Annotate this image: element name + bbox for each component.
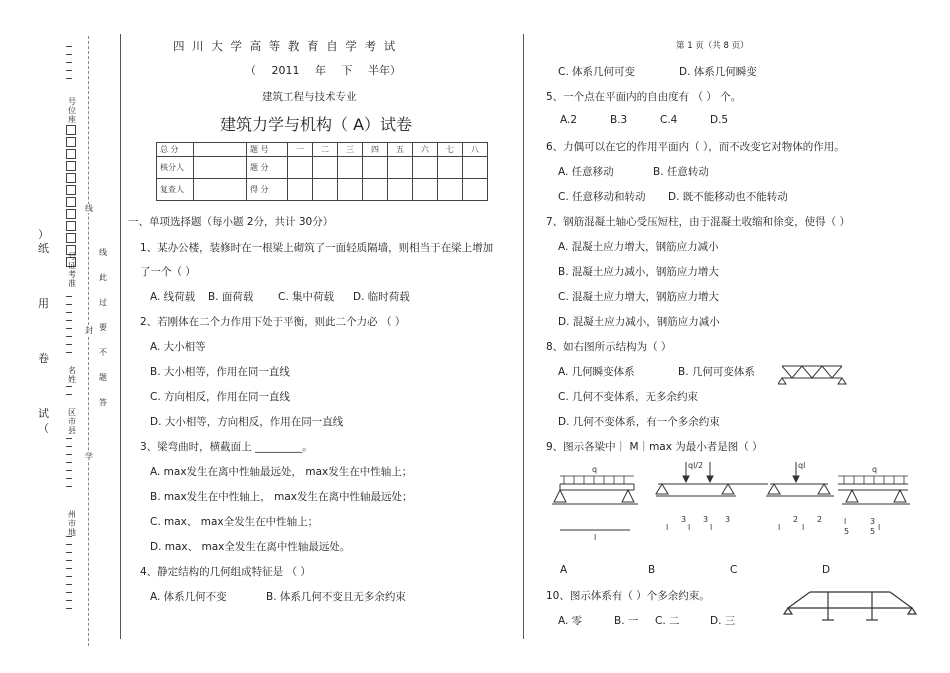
city-label: 州市地 <box>68 510 76 537</box>
score-cell[interactable] <box>338 157 363 179</box>
binding-char: 用 <box>38 297 49 310</box>
major-name: 建筑工程与技术专业 <box>262 91 357 103</box>
seat-label: 号位座 <box>68 97 76 124</box>
option[interactable]: A. 体系几何不变 <box>150 591 227 603</box>
load-ql2-label: ql/2 <box>688 461 704 470</box>
option[interactable]: B. 大小相等，作用在同一直线 <box>150 366 290 378</box>
option[interactable]: D. 混凝土应力减小，钢筋应力减小 <box>558 316 720 328</box>
notice-char: 过 <box>99 298 107 307</box>
load-ql-label: ql <box>798 461 806 470</box>
binding-char: ） <box>38 228 49 241</box>
binding-char: 纸 <box>38 242 49 255</box>
option[interactable]: D. 三 <box>710 615 736 627</box>
option[interactable]: C. 几何不变体系，无多余约束 <box>558 391 699 403</box>
figure-label: A <box>560 564 568 576</box>
score-cell: 七 <box>438 143 463 157</box>
score-cell: 二 <box>313 143 338 157</box>
question-stem: 5、一个点在平面内的自由度有 （ ） 个。 <box>546 91 742 103</box>
svg-text:2: 2 <box>817 515 823 524</box>
option[interactable]: C. 二 <box>655 615 680 627</box>
option[interactable]: B. 任意转动 <box>653 166 709 178</box>
score-cell[interactable] <box>194 179 247 201</box>
notice-char: 此 <box>99 273 107 282</box>
notice-char: 要 <box>99 323 107 332</box>
option[interactable]: A. 任意移动 <box>558 166 614 178</box>
question-stem: 4、静定结构的几何组成特征是 （ ） <box>140 566 311 578</box>
score-cell: 得 分 <box>247 179 288 201</box>
page-number: 第 1 页（共 8 页） <box>676 41 749 51</box>
score-cell: 总 分 <box>157 143 194 157</box>
seat-underline <box>66 46 72 86</box>
score-cell[interactable] <box>463 179 488 201</box>
question-stem: 9、图示各梁中｜ M｜max 为最小者是图（ ） <box>546 441 763 453</box>
paper-title: 建筑力学与机构（ A）试卷 <box>220 115 413 134</box>
score-cell[interactable] <box>313 157 338 179</box>
center-divider <box>523 34 524 639</box>
svg-text:l: l <box>666 523 669 532</box>
question-stem: 8、如右图所示结构为（ ） <box>546 341 672 353</box>
option[interactable]: A. 几何瞬变体系 <box>558 366 635 378</box>
frame-figure <box>782 586 918 624</box>
name-label: 名姓 <box>68 366 76 384</box>
svg-text:3: 3 <box>870 517 876 526</box>
seal-label: 封 <box>85 326 93 335</box>
option[interactable]: C. max、 max全发生在中性轴上； <box>150 516 319 528</box>
question-stem-cont: 了一个（ ） <box>140 266 196 278</box>
district-underline <box>66 386 72 402</box>
option[interactable]: C. 体系几何可变 <box>558 66 636 78</box>
score-cell[interactable] <box>438 179 463 201</box>
option[interactable]: B. 几何可变体系 <box>678 366 755 378</box>
option[interactable]: B.3 <box>610 114 628 126</box>
svg-text:3: 3 <box>703 515 709 524</box>
notice-char: 答 <box>99 398 107 407</box>
score-cell[interactable] <box>363 179 388 201</box>
option[interactable]: C. 混凝土应力增大，钢筋应力增大 <box>558 291 720 303</box>
score-table <box>156 142 488 201</box>
option[interactable]: D. 大小相等，方向相反，作用在同一直线 <box>150 416 344 428</box>
option[interactable]: B. max发生在中性轴上， max发生在离中性轴最远处； <box>150 491 413 503</box>
question-stem: 6、力偶可以在它的作用平面内（ ），而不改变它对物体的作用。 <box>546 141 845 153</box>
notice-char: 题 <box>99 373 107 382</box>
option[interactable]: A. max发生在离中性轴最远处， max发生在中性轴上； <box>150 466 413 478</box>
option[interactable]: A. 大小相等 <box>150 341 206 353</box>
svg-text:5: 5 <box>844 527 850 536</box>
truss-figure <box>778 360 848 388</box>
option[interactable]: D. 临时荷载 <box>353 291 410 303</box>
option[interactable]: C.4 <box>660 114 678 126</box>
option[interactable]: A. 零 <box>558 615 583 627</box>
score-cell: 核分人 <box>157 157 194 179</box>
score-cell: 一 <box>288 143 313 157</box>
load-q-label: q <box>592 465 598 474</box>
notice-char: 线 <box>99 248 107 257</box>
beam-figures <box>538 458 914 550</box>
school-label: 学 <box>85 452 93 461</box>
score-cell[interactable] <box>194 157 247 179</box>
district-label: 区市县 <box>68 408 76 435</box>
svg-text:l: l <box>710 523 713 532</box>
score-cell[interactable] <box>363 157 388 179</box>
score-cell[interactable] <box>288 179 313 201</box>
figure-label: B <box>648 564 656 576</box>
score-cell: 三 <box>338 143 363 157</box>
svg-text:5: 5 <box>870 527 876 536</box>
university-title: 四 川 大 学 高 等 教 育 自 学 考 试 <box>173 39 398 53</box>
score-cell[interactable] <box>288 157 313 179</box>
svg-text:l: l <box>778 523 781 532</box>
svg-text:3: 3 <box>725 515 731 524</box>
svg-text:3: 3 <box>681 515 687 524</box>
option[interactable]: D. max、 max全发生在离中性轴最远处。 <box>150 541 351 553</box>
option[interactable]: B. 面荷载 <box>208 291 254 303</box>
score-cell[interactable] <box>388 157 413 179</box>
score-cell: 五 <box>388 143 413 157</box>
question-stem: 3、梁弯曲时，横截面上 _________。 <box>140 441 313 453</box>
question-stem: 7、钢筋混凝土轴心受压短柱，由于混凝土收缩和徐变，使得（ ） <box>546 216 851 228</box>
option[interactable]: B. 体系几何不变且无多余约束 <box>266 591 406 603</box>
exam-year: （ 2011 年 下 半年） <box>245 64 401 77</box>
section-heading: 一、单项选择题（每小题 2分，共计 30分） <box>128 216 334 228</box>
svg-text:l: l <box>878 523 881 532</box>
option[interactable]: D. 体系几何瞬变 <box>679 66 757 78</box>
exam-number-label: 号证考准 <box>68 252 76 288</box>
binding-char: 试 <box>38 407 49 420</box>
option[interactable]: C. 方向相反，作用在同一直线 <box>150 391 291 403</box>
score-cell[interactable] <box>338 179 363 201</box>
svg-text:2: 2 <box>793 515 799 524</box>
option[interactable]: C. 任意移动和转动 <box>558 191 646 203</box>
option[interactable]: A. 混凝土应力增大，钢筋应力减小 <box>558 241 719 253</box>
option[interactable]: D. 几何不变体系，有一个多余约束 <box>558 416 720 428</box>
city-underline <box>66 438 72 494</box>
line-label: 线 <box>85 204 93 213</box>
score-cell[interactable] <box>438 157 463 179</box>
svg-text:l: l <box>688 523 691 532</box>
binding-char: （ <box>38 422 49 435</box>
option[interactable]: D. 既不能移动也不能转动 <box>668 191 788 203</box>
score-cell[interactable] <box>413 157 438 179</box>
score-cell[interactable] <box>413 179 438 201</box>
option[interactable]: B. 一 <box>614 615 639 627</box>
school-underline <box>66 536 72 616</box>
left-margin-line <box>120 34 121 639</box>
name-underline <box>66 296 72 360</box>
span-label: l <box>594 533 597 542</box>
score-cell[interactable] <box>388 179 413 201</box>
svg-text:l: l <box>844 517 847 526</box>
figure-label: C <box>730 564 738 576</box>
score-cell[interactable] <box>463 157 488 179</box>
notice-char: 不 <box>99 348 107 357</box>
binding-char: 卷 <box>38 352 49 365</box>
option[interactable]: D.5 <box>710 114 729 126</box>
score-cell: 八 <box>463 143 488 157</box>
score-cell[interactable] <box>313 179 338 201</box>
figure-label: D <box>822 564 831 576</box>
option[interactable]: A.2 <box>560 114 578 126</box>
option[interactable]: A. 线荷载 <box>150 291 196 303</box>
question-stem: 10、图示体系有（ ）个多余约束。 <box>546 590 710 602</box>
exam-number-boxes[interactable] <box>66 125 76 269</box>
score-cell: 题 号 <box>247 143 288 157</box>
score-cell: 四 <box>363 143 388 157</box>
seal-dashed-line <box>88 36 89 646</box>
score-cell[interactable] <box>194 143 247 157</box>
svg-text:l: l <box>802 523 805 532</box>
load-q-label: q <box>872 465 878 474</box>
question-stem: 1、某办公楼，装修时在一根梁上砌筑了一面轻质隔墙，则相当于在梁上增加 <box>140 242 494 254</box>
question-stem: 2、若刚体在二个力作用下处于平衡，则此二个力必 （ ） <box>140 316 406 328</box>
score-cell: 复查人 <box>157 179 194 201</box>
score-cell: 题 分 <box>247 157 288 179</box>
option[interactable]: B. 混凝土应力减小，钢筋应力增大 <box>558 266 719 278</box>
score-cell: 六 <box>413 143 438 157</box>
option[interactable]: C. 集中荷载 <box>278 291 335 303</box>
